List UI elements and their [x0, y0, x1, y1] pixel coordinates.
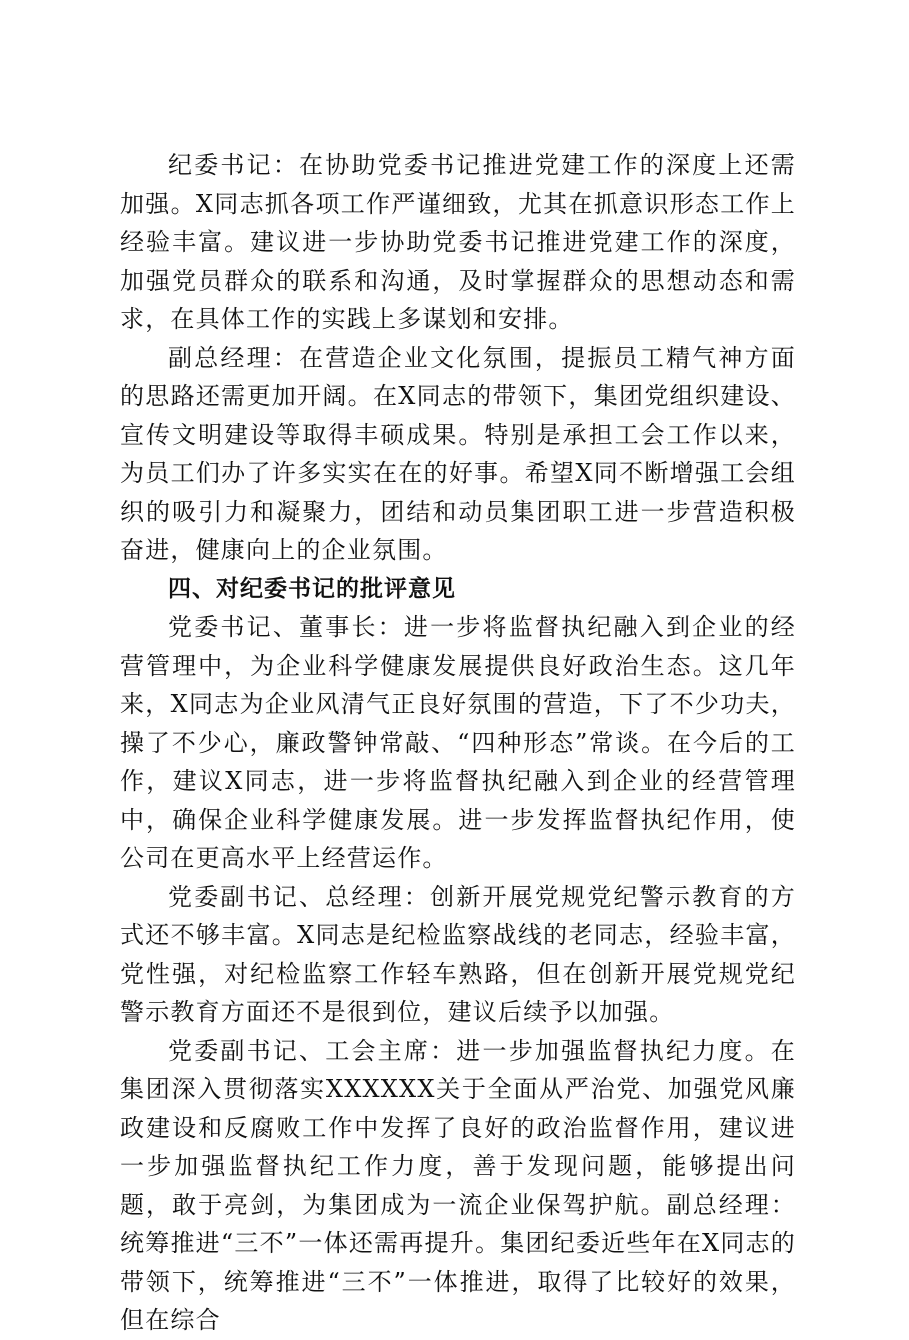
- paragraph-deputy-general-manager: 副总经理：在营造企业文化氛围，提振员工精气神方面的思路还需更加开阔。在X同志的带领下，集团党组织建设、宣传文明建设等取得丰硕成果。特别是承担工会工作以来，为员工们办了许多实实在在的好事。希望X同不断增强工会组织的吸引力和凝聚力，团结和动员集团职工进一步营造积极奋进，健康向上的企业氛围。: [120, 343, 796, 564]
- document-page: [120, 146, 796, 1340]
- section-heading: 四、对纪委书记的批评意见: [168, 575, 456, 602]
- paragraph-deputy-secretary-general-manager: 党委副书记、总经理：创新开展党规党纪警示教育的方式还不够丰富。X同志是纪检监察战线的老同志，经验丰富，党性强，对纪检监察工作轻车熟路，但在创新开展党规党纪警示教育方面还不是很到位，建议后续予以加强。: [120, 882, 796, 1026]
- paragraph-party-secretary-chairman: 党委书记、董事长：进一步将监督执纪融入到企业的经营管理中，为企业科学健康发展提供良好政治生态。这几年来，X同志为企业风清气正良好氛围的营造，下了不少功夫，操了不少心，廉政警钟常敲、“四种形态”常谈。在今后的工作，建议X同志，进一步将监督执纪融入到企业的经营管理中，确保企业科学健康发展。进一步发挥监督执纪作用，使公司在更高水平上经营运作。: [120, 613, 796, 872]
- paragraph-deputy-secretary-union-chair: 党委副书记、工会主席：进一步加强监督执纪力度。在集团深入贯彻落实XXXXXX关于全面从严治党、加强党风廉政建设和反腐败工作中发挥了良好的政治监督作用，建议进一步加强监督执纪工作力度，善于发现问题，能够提出问题，敢于亮剑，为集团成为一流企业保驾护航。副总经理：统筹推进“三不”一体还需再提升。集团纪委近些年在X同志的带领下，统筹推进“三不”一体推进，取得了比较好的效果，但在综合: [120, 1036, 796, 1334]
- paragraph-discipline-secretary: 纪委书记：在协助党委书记推进党建工作的深度上还需加强。X同志抓各项工作严谨细致，尤其在抓意识形态工作上经验丰富。建议进一步协助党委书记推进党建工作的深度，加强党员群众的联系和沟通，及时掌握群众的思想动态和需求，在具体工作的实践上多谋划和安排。: [120, 151, 796, 333]
